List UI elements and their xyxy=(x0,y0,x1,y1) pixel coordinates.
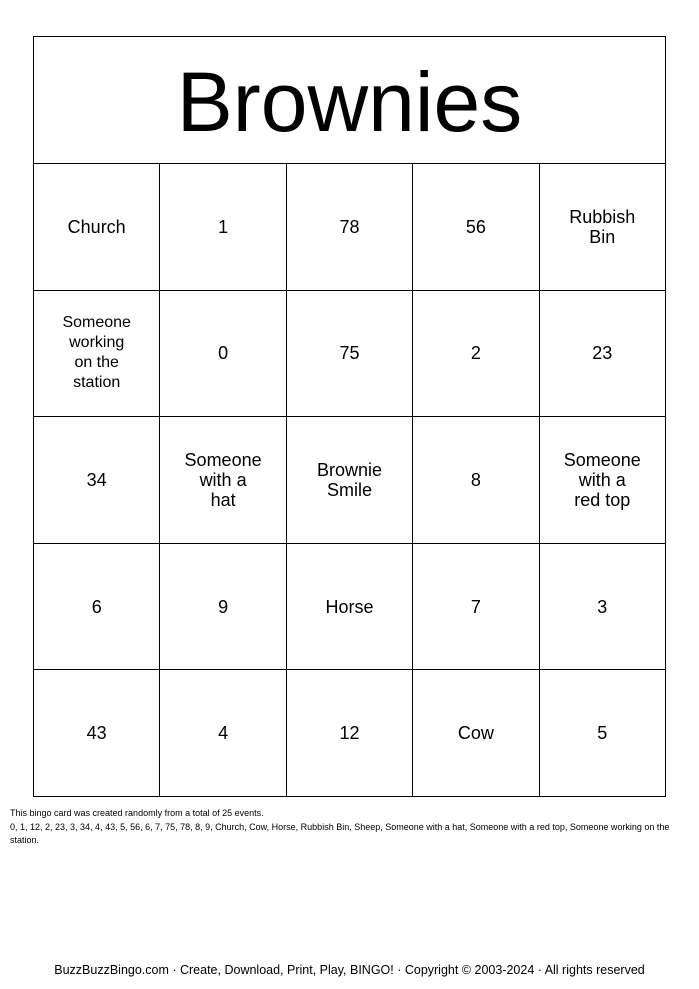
bingo-cell xyxy=(413,164,539,291)
note-event-list: 0, 1, 12, 2, 23, 3, 34, 4, 43, 5, 56, 6, 7, 75, 78, 8, 9, Church, Cow, Horse, Rubbish Bin, Sheep, Someone with a hat, Someone with a red top, Someone working on the station. xyxy=(10,821,670,845)
title-row xyxy=(34,37,666,164)
cell-label: Church xyxy=(67,216,126,237)
bingo-cell xyxy=(34,543,160,670)
bingo-cell xyxy=(286,290,412,417)
bingo-cell xyxy=(539,670,665,797)
bingo-cell xyxy=(413,670,539,797)
cell-label: 12 xyxy=(339,723,360,744)
cell-label: 1 xyxy=(218,216,229,237)
bingo-cell xyxy=(34,417,160,544)
bingo-row xyxy=(34,543,666,670)
bingo-cell xyxy=(286,417,412,544)
cell-label: 5 xyxy=(597,723,608,744)
bingo-cell xyxy=(286,164,412,291)
generation-note xyxy=(10,807,690,848)
cell-label: 9 xyxy=(218,596,229,617)
bingo-cell xyxy=(539,164,665,291)
cell-label: Someone with a red top xyxy=(563,449,641,510)
note-summary: This bingo card was created randomly from a total of 25 events. xyxy=(10,808,264,818)
bingo-cell xyxy=(34,290,160,417)
cell-label: 3 xyxy=(597,596,608,617)
bingo-cell xyxy=(286,670,412,797)
cell-label: 75 xyxy=(339,343,360,364)
footer-text: BuzzBuzzBingo.com · Create, Download, Print, Play, BINGO! · Copyright © 2003-2024 · All rights reserved xyxy=(54,963,645,977)
bingo-cell xyxy=(413,417,539,544)
bingo-cell xyxy=(34,164,160,291)
cell-label: 2 xyxy=(470,343,481,364)
cell-label: 23 xyxy=(592,343,613,364)
bingo-card xyxy=(33,36,666,797)
bingo-row xyxy=(34,417,666,544)
bingo-row xyxy=(34,670,666,797)
cell-label: Cow xyxy=(457,723,494,744)
bingo-cell xyxy=(160,290,286,417)
bingo-cell xyxy=(34,670,160,797)
bingo-row xyxy=(34,164,666,291)
bingo-cell xyxy=(160,164,286,291)
cell-label: 0 xyxy=(218,343,229,364)
bingo-cell xyxy=(413,290,539,417)
cell-label: 34 xyxy=(86,469,107,490)
cell-label: 43 xyxy=(86,723,107,744)
cell-label: 78 xyxy=(339,216,360,237)
cell-label: Someone with a hat xyxy=(184,449,262,510)
cell-label: Brownie Smile xyxy=(316,459,382,500)
cell-label: Rubbish Bin xyxy=(569,206,636,247)
bingo-row xyxy=(34,290,666,417)
cell-label: 8 xyxy=(470,469,481,490)
cell-label: Horse xyxy=(325,596,374,617)
cell-label: 4 xyxy=(218,723,229,744)
bingo-cell xyxy=(286,543,412,670)
cell-label: 56 xyxy=(465,216,486,237)
bingo-cell xyxy=(539,543,665,670)
bingo-cell xyxy=(539,417,665,544)
bingo-cell xyxy=(160,417,286,544)
bingo-cell xyxy=(413,543,539,670)
card-title: Brownies xyxy=(34,37,666,164)
cell-label: 6 xyxy=(91,596,102,617)
bingo-cell xyxy=(160,670,286,797)
cell-label: Someone working on the station xyxy=(62,314,131,392)
bingo-cell xyxy=(160,543,286,670)
cell-label: 7 xyxy=(470,596,481,617)
bingo-cell xyxy=(539,290,665,417)
